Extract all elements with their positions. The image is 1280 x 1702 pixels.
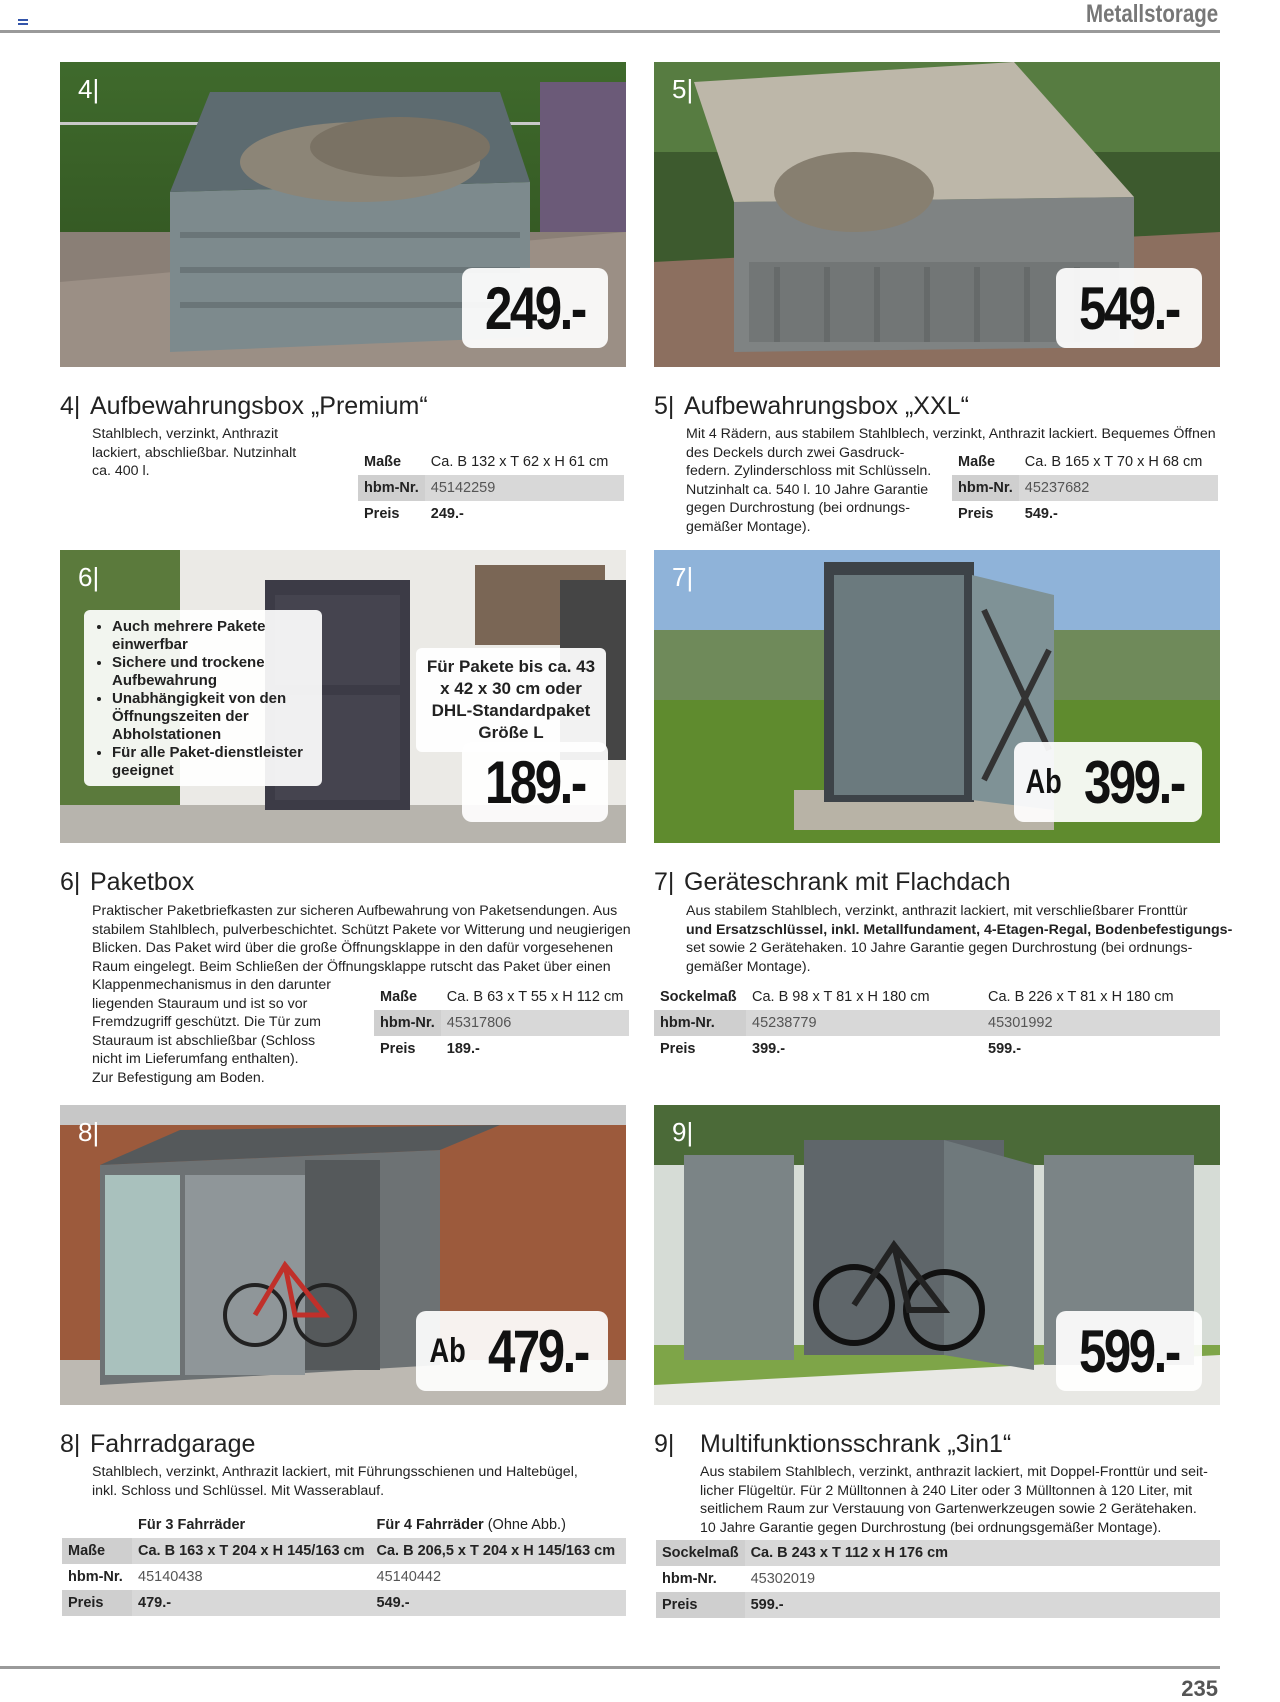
spec-row-price: Preis 599.-: [656, 1592, 1220, 1618]
product-7-photo: [654, 550, 1220, 843]
product-9-spec-table: [656, 1540, 1220, 1618]
product-8-heading: [60, 1430, 255, 1459]
spec-row-sku: hbm-Nr. 45302019: [662, 1571, 816, 1587]
price-tag: [416, 1311, 608, 1391]
spec-header-row: Für 3 Fahrräder Für 4 Fahrräder (Ohne Abb.): [138, 1517, 566, 1533]
footer-rule: [0, 1666, 1220, 1669]
spec-row-dims: Maße Ca. B 63 x T 55 x H 112 cm: [380, 989, 624, 1005]
spec-row-price: Preis 399.- 599.-: [660, 1041, 1022, 1057]
photo-number: 6|: [78, 562, 100, 592]
product-number: 8|: [60, 1430, 81, 1458]
feature-bullet: • Unabhängigkeit von den Öffnungszeiten der Abholstationen: [112, 690, 312, 744]
price-amount: 249.-: [485, 274, 585, 342]
spec-row-sku: hbm-Nr. 45237682: [952, 475, 1218, 501]
product-8-spec-table: [62, 1512, 626, 1616]
product-name: Paketbox: [90, 868, 195, 896]
page-header: [0, 0, 1280, 40]
price-tag: [1014, 742, 1202, 822]
product-5-description: Mit 4 Rädern, aus stabilem Stahlblech, verzinkt, Anthrazit lackiert. Bequemes Öffnen des Deckels durch zwei Gasdruck- federn. Zylinderschloss mit Schlüsseln. Nutzinhalt ca. 540 l. 10 Jahre Garantie gegen Durchrostung (bei ordnungs- gemäßer Montage).: [686, 426, 1216, 535]
price-amount: 549.-: [1079, 274, 1179, 342]
spec-row-dims: Sockelmaß Ca. B 243 x T 112 x H 176 cm: [656, 1540, 1220, 1566]
product-5-spec-table: [952, 449, 1218, 527]
product-name: Geräteschrank mit Flachdach: [684, 868, 1011, 896]
feature-bullet: • Auch mehrere Pakete einwerfbar: [112, 618, 312, 654]
spec-row-dims: Maße Ca. B 163 x T 204 x H 145/163 cm Ca. B 206,5 x T 204 x H 145/163 cm: [62, 1538, 626, 1564]
product-9-photo: [654, 1105, 1220, 1405]
product-9-description: Aus stabilem Stahlblech, verzinkt, anthrazit lackiert, mit Doppel-Fronttür und seit- licher Flügeltür. Für 2 Mülltonnen à 240 Liter oder 3 Mülltonnen à 120 Liter, mit seitlichem Raum zur Verstauung von Gartenwerkzeugen sowie 2 Gerätehaken. 10 Jahre Garantie gegen Durchrostung (bei ordnungsgemäßer Montage).: [700, 1464, 1208, 1536]
menu-icon[interactable]: [18, 19, 28, 25]
product-4-heading: [60, 392, 428, 421]
product-number: 9|: [654, 1430, 675, 1458]
price-tag: [1056, 268, 1202, 348]
product-5-photo: [654, 62, 1220, 367]
product-number: 5|: [654, 392, 675, 420]
product-6-description: Praktischer Paketbriefkasten zur sicheren Aufbewahrung von Paketsendungen. Aus stabilem Stahlblech, pulverbeschichtet. Schützt Pakete vor Witterung und neugierigen Blicken. Das Paket wird über die große Öffnungsklappe in den dafür vorgesehenen Raum eingelegt. Beim Schließen der Öffnungsklappe rutscht das Paket über einen Klappenmechanismus in den darunter liegenden Stauraum und ist so vor Fremdzugriff geschützt. Die Tür zum Stauraum ist abschließbar (Schloss nicht im Lieferumfang enthalten). Zur Befestigung am Boden.: [92, 903, 631, 1086]
product-number: 6|: [60, 868, 81, 896]
product-9-heading: [654, 1430, 1011, 1459]
product-name: Aufbewahrungsbox „XXL“: [684, 392, 969, 420]
product-name: Fahrradgarage: [90, 1430, 256, 1458]
product-name: Multifunktionsschrank „3in1“: [700, 1430, 1012, 1458]
product-6-photo: [60, 550, 626, 843]
spec-row-price: Preis 549.-: [958, 506, 1058, 522]
spec-row-price: Preis 479.- 549.-: [62, 1590, 626, 1616]
feature-bullet-list: [84, 610, 322, 786]
product-8-description: Stahlblech, verzinkt, Anthrazit lackiert, mit Führungsschienen und Haltebügel, inkl. Schloss und Schlüssel. Mit Wasserablauf.: [92, 1464, 578, 1499]
spec-row-price: Preis 249.-: [364, 506, 464, 522]
feature-bullet: • Für alle Paket-dienstleister geeignet: [112, 744, 312, 780]
product-6-heading: [60, 868, 194, 897]
product-4-spec-table: [358, 449, 624, 527]
price-tag: [1056, 1311, 1202, 1391]
price-amount: 189.-: [485, 748, 585, 816]
spec-row-sku: hbm-Nr. 45140438 45140442: [68, 1569, 442, 1585]
spec-row-dims: Maße Ca. B 132 x T 62 x H 61 cm: [364, 454, 609, 470]
header-rule: [0, 30, 1220, 33]
feature-bullet: • Sichere und trockene Aufbewahrung: [112, 654, 312, 690]
price-prefix: Ab: [1025, 762, 1063, 801]
spec-row-dims: Sockelmaß Ca. B 98 x T 81 x H 180 cm Ca. B 226 x T 81 x H 180 cm: [660, 989, 1174, 1005]
photo-number: 9|: [672, 1117, 694, 1147]
product-name: Aufbewahrungsbox „Premium“: [90, 392, 428, 420]
photo-number: 8|: [78, 1117, 100, 1147]
photo-number: 4|: [78, 74, 100, 104]
product-7-description: Aus stabilem Stahlblech, verzinkt, anthrazit lackiert, mit verschließbarer Fronttür und Ersatzschlüssel, inkl. Metallfundament, 4-Etagen-Regal, Bodenbefestigungs- set sowie 2 Gerätehaken. 10 Jahre Garantie gegen Durchrostung (bei ordnungs- gemäßer Montage).: [686, 903, 1233, 975]
product-8-photo: [60, 1105, 626, 1405]
price-tag: [462, 268, 608, 348]
product-4-photo: [60, 62, 626, 367]
section-title: Metallstorage: [1085, 0, 1218, 28]
package-size-callout: Für Pakete bis ca. 43 x 42 x 30 cm oder DHL-Standardpaket Größe L: [416, 648, 606, 752]
product-number: 4|: [60, 392, 81, 420]
price-prefix: Ab: [429, 1331, 467, 1370]
page-number: 235: [1181, 1676, 1218, 1701]
price-amount: 399.-: [1083, 748, 1184, 816]
product-number: 7|: [654, 868, 675, 896]
photo-number: 7|: [672, 562, 694, 592]
product-5-heading: [654, 392, 969, 421]
spec-row-sku: hbm-Nr. 45238779 45301992: [654, 1010, 1220, 1036]
price-tag: [462, 742, 608, 822]
price-amount: 599.-: [1079, 1317, 1179, 1385]
product-7-heading: [654, 868, 1011, 897]
product-7-spec-table: [654, 984, 1220, 1062]
spec-row-sku: hbm-Nr. 45317806: [374, 1010, 629, 1036]
product-4-description: Stahlblech, verzinkt, Anthrazit lackiert, abschließbar. Nutzinhalt ca. 400 l.: [92, 426, 297, 479]
spec-row-sku: hbm-Nr. 45142259: [358, 475, 624, 501]
spec-row-dims: Maße Ca. B 165 x T 70 x H 68 cm: [958, 454, 1203, 470]
spec-row-price: Preis 189.-: [380, 1041, 480, 1057]
price-amount: 479.-: [487, 1317, 588, 1385]
product-6-spec-table: [374, 984, 629, 1062]
photo-number: 5|: [672, 74, 694, 104]
